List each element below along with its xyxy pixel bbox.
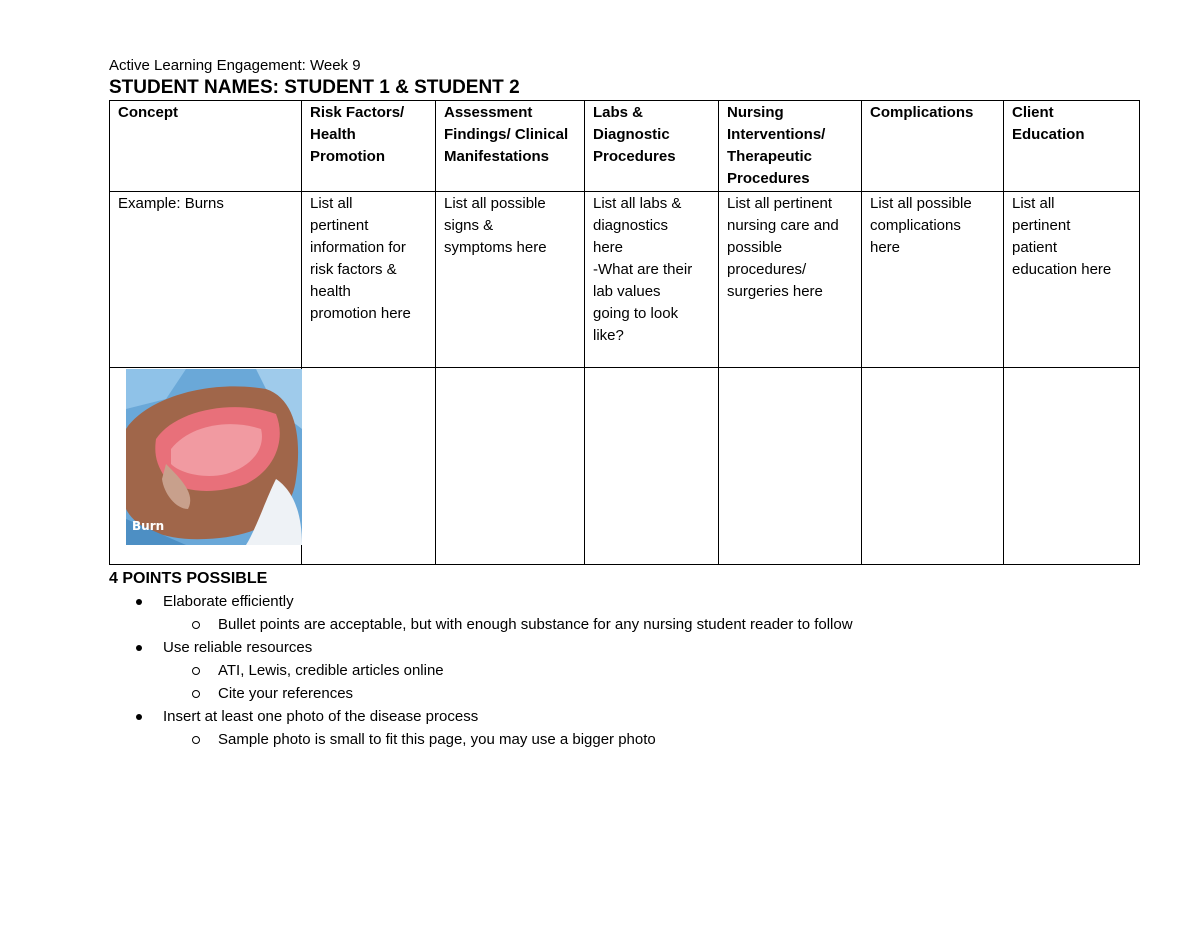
list-item-text: Use reliable resources [163, 639, 313, 656]
bullet-icon [136, 599, 142, 605]
points-title: 4 POINTS POSSIBLE [109, 570, 268, 587]
concept-map-table [109, 100, 1140, 565]
hollow-bullet-icon [192, 621, 200, 629]
cell-client-education-photo[interactable] [1004, 368, 1140, 565]
sub-list-item [109, 659, 1139, 682]
sub-list [163, 728, 1139, 751]
hollow-bullet-icon [192, 667, 200, 675]
cell-labs-photo[interactable] [585, 368, 719, 565]
cell-concept-example[interactable]: Example: Burns [110, 192, 302, 368]
header-assessment: Assessment Findings/ Clinical Manifestations [436, 101, 585, 192]
cell-assessment-example[interactable]: List all possible signs & symptoms here [436, 192, 585, 368]
sub-list-item [109, 613, 1139, 636]
list-item-text: Elaborate efficiently [163, 593, 294, 610]
cell-complications-photo[interactable] [862, 368, 1004, 565]
burn-photo [126, 369, 302, 545]
sub-list-item-text: ATI, Lewis, credible articles online [218, 662, 444, 679]
burn-photo-caption: Burn [132, 519, 165, 533]
document-title: STUDENT NAMES: STUDENT 1 & STUDENT 2 [109, 77, 520, 98]
list-item [109, 705, 1139, 751]
cell-nursing-interventions-photo[interactable] [719, 368, 862, 565]
cell-nursing-interventions-example[interactable]: List all pertinent nursing care and possible procedures/ surgeries here [719, 192, 862, 368]
list-item [109, 590, 1139, 636]
hollow-bullet-icon [192, 736, 200, 744]
table-row-example [110, 192, 1140, 368]
cell-assessment-photo[interactable] [436, 368, 585, 565]
sub-list-item-text: Cite your references [218, 685, 354, 702]
header-risk-factors: Risk Factors/ Health Promotion [302, 101, 436, 192]
list-item [109, 636, 1139, 705]
list-item-text: Insert at least one photo of the disease process [163, 708, 479, 725]
cell-complications-example[interactable]: List all possible complications here [862, 192, 1004, 368]
header-complications: Complications [862, 101, 1004, 192]
sub-list-item-text: Bullet points are acceptable, but with enough substance for any nursing student reader to follow [218, 616, 853, 633]
table-header-row [110, 101, 1140, 192]
table-row-photo [110, 368, 1140, 565]
cell-photo[interactable] [110, 368, 302, 565]
instruction-list [109, 590, 1139, 751]
document-subtitle: Active Learning Engagement: Week 9 [109, 57, 361, 74]
cell-risk-factors-example[interactable]: List all pertinent information for risk factors & health promotion here [302, 192, 436, 368]
bullet-icon [136, 714, 142, 720]
hollow-bullet-icon [192, 690, 200, 698]
cell-risk-factors-photo[interactable] [302, 368, 436, 565]
document-page [109, 56, 1139, 751]
header-client-education: Client Education [1004, 101, 1140, 192]
header-labs: Labs & Diagnostic Procedures [585, 101, 719, 192]
bullet-icon [136, 645, 142, 651]
sub-list-item [109, 682, 1139, 705]
sub-list [163, 659, 1139, 705]
sub-list-item [109, 728, 1139, 751]
cell-labs-example[interactable]: List all labs & diagnostics here -What are their lab values going to look like? [585, 192, 719, 368]
sub-list-item-text: Sample photo is small to fit this page, you may use a bigger photo [218, 731, 656, 748]
cell-client-education-example[interactable]: List all pertinent patient education here [1004, 192, 1140, 368]
sub-list [163, 613, 1139, 636]
header-nursing-interventions: Nursing Interventions/ Therapeutic Procedures [719, 101, 862, 192]
header-concept: Concept [110, 101, 302, 192]
